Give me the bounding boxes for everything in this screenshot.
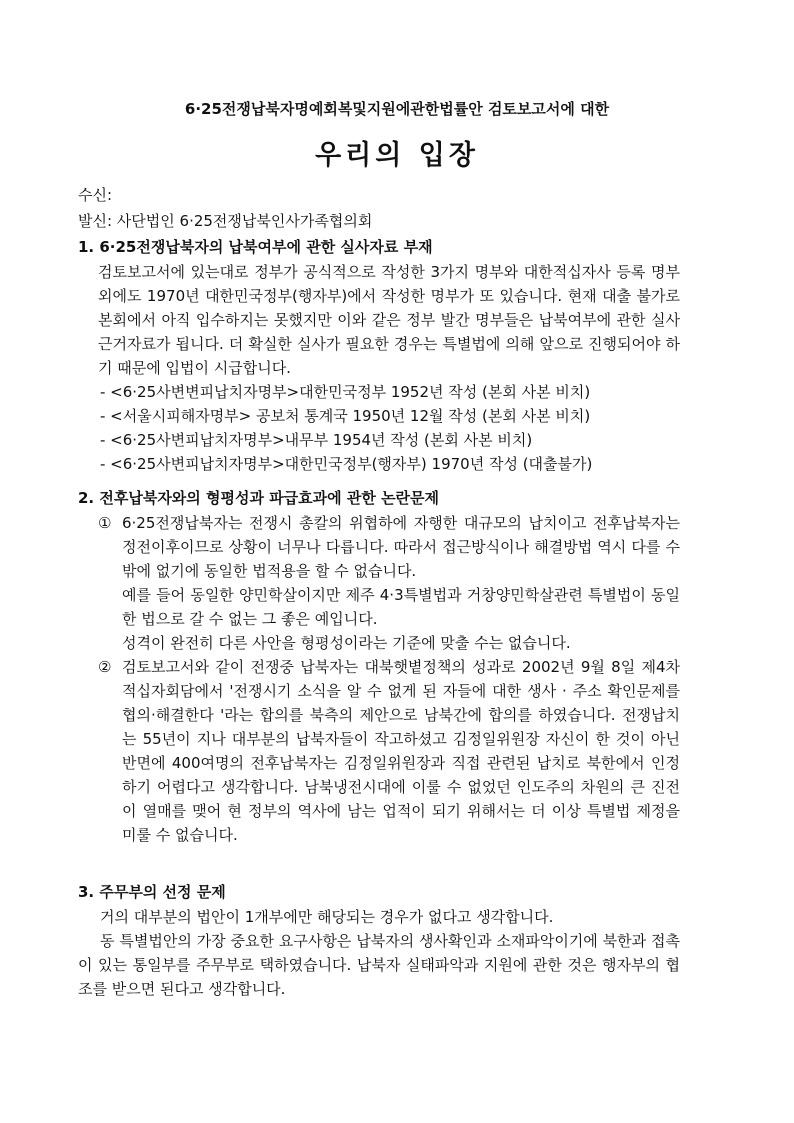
section3-heading: 3. 주무부의 선정 문제 — [78, 883, 226, 901]
list-item: - <6·25사변피납치자명부>내무부 1954년 작성 (본회 사본 비치) — [100, 431, 533, 449]
list-item: - <6·25사변피납치자명부>대한민국정부(행자부) 1970년 작성 (대출불가) — [100, 455, 593, 473]
section2-heading: 2. 전후납북자와의 형평성과 파급효과에 관한 논란문제 — [78, 489, 440, 507]
section3-line2: 동 특별법안의 가장 중요한 요구사항은 납북자의 생사확인과 소재파악이기에 북한과 접촉이 있는 통일부를 주무부로 택하였습니다. 납북자 실태파악과 지원에 관한 것은 행자부의 협조를 받으면 된다고 생각합니다. — [78, 932, 680, 998]
item-number: ① — [98, 514, 112, 532]
section2-item1 — [98, 511, 680, 655]
item-number: ② — [98, 658, 112, 676]
item2-text: 검토보고서와 같이 전쟁중 납북자는 대북햇볕정책의 성과로 2002년 9월 8일 제4차 적십자회담에서 '전쟁시기 소식을 알 수 없게 된 자들에 대한 생사 · 주소 확인문제를 협의·해결한다 '라는 합의를 북측의 제안으로 남북간에 합의를 하였습니다. 전쟁납치는 55년이 지나 대부분의 납북자들이 작고하셨고 김정일위원장 자신이 한 것이 아닌 반면에 400여명의 전후납북자는 김정일위원장과 직접 관련된 납치로 북한에서 인정하기 어렵다고 생각합니다. 남북냉전시대에 이룰 수 없었던 인도주의 차원의 큰 진전이 열매를 맺어 현 정부의 역사에 남는 업적이 되기 위해서는 더 이상 특별법 제정을 미룰 수 없습니다. — [122, 658, 680, 844]
document-subtitle: 6·25전쟁납북자명예회복및지원에관한법률안 검토보고서에 대한 — [184, 100, 610, 118]
list-item: - <서울시피해자명부> 공보처 통계국 1950년 12월 작성 (본회 사본 비치) — [100, 407, 591, 425]
item1-conclusion: 성격이 완전히 다른 사안을 형평성이라는 기준에 맞출 수는 없습니다. — [122, 634, 571, 652]
item1-example: 예를 들어 동일한 양민학살이지만 제주 4·3특별법과 거창양민학살관련 특별법이 동일한 법으로 갈 수 없는 그 좋은 예입니다. — [122, 586, 680, 628]
sender-line: 발신: 사단법인 6·25전쟁납북인사가족협의회 — [78, 212, 373, 230]
section3-line1: 거의 대부분의 법안이 1개부에만 해당되는 경우가 없다고 생각합니다. — [100, 908, 554, 926]
item1-text: 6·25전쟁납북자는 전쟁시 총칼의 위협하에 자행한 대규모의 납치이고 전후납북자는 정전이후이므로 상황이 너무나 다릅니다. 따라서 접근방식이나 해결방법 역시 다를 수 밖에 없기에 동일한 법적용을 할 수 없습니다. — [122, 514, 680, 580]
document-title: 우리의 입장 — [315, 140, 479, 171]
section1-list — [100, 380, 592, 476]
list-item: - <6·25사변변피납치자명부>대한민국정부 1952년 작성 (본회 사본 비치) — [100, 383, 591, 401]
section1-heading: 1. 6·25전쟁납북자의 납북여부에 관한 실사자료 부재 — [78, 238, 433, 256]
recipient-line: 수신: — [78, 186, 113, 204]
section2-item2 — [98, 655, 680, 847]
section1-paragraph: 검토보고서에 있는대로 정부가 공식적으로 작성한 3가지 명부와 대한적십자사 등록 명부외에도 1970년 대한민국정부(행자부)에서 작성한 명부가 또 있습니다. 현재 대출 불가로 본회에서 아직 입수하지는 못했지만 이와 같은 정부 발간 명부들은 납북여부에 관한 실사 근거자료가 됩니다. 더 확실한 실사가 필요한 경우는 특별법에 의해 앞으로 진행되어야 하기 때문에 입법이 시급합니다. — [98, 263, 680, 377]
